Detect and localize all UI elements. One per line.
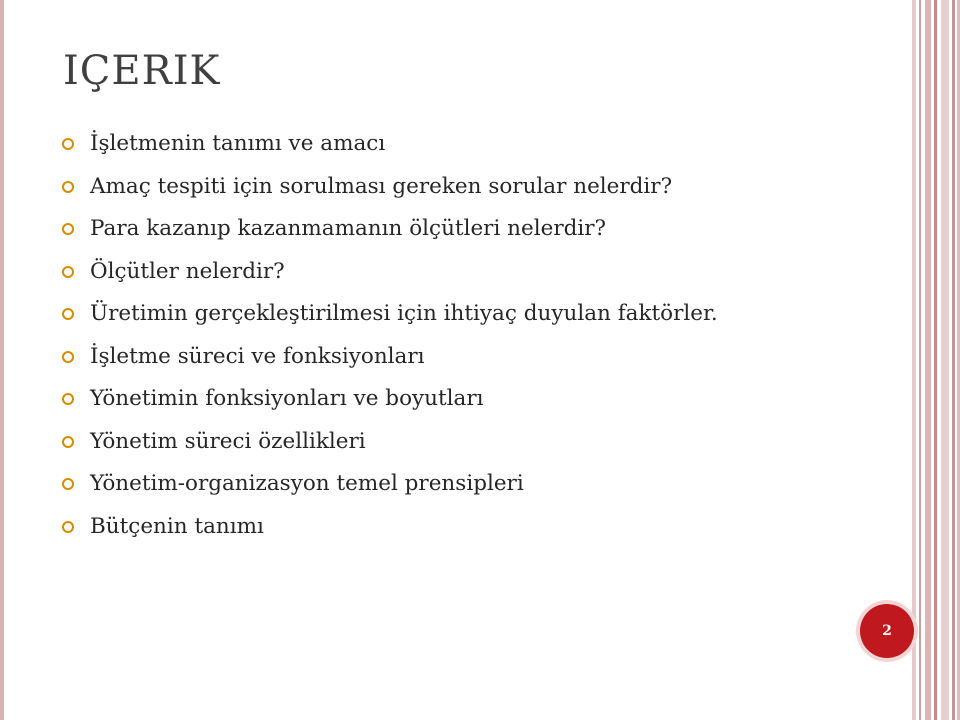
- bullet-text: İşletmenin tanımı ve amacı: [90, 131, 386, 156]
- bullet-text: Para kazanıp kazanmamanın ölçütleri nelerdir?: [90, 216, 607, 241]
- bullet-item: [62, 298, 862, 329]
- stripe: [925, 0, 931, 720]
- bullet-item: [62, 256, 862, 287]
- bullet-text: Bütçenin tanımı: [90, 513, 264, 539]
- bullet-item: [62, 383, 862, 414]
- bullet-text: Yönetimin fonksiyonları ve boyutları: [90, 386, 484, 411]
- bullet-text: İşletme süreci ve fonksiyonları: [90, 343, 425, 369]
- bullet-item: [62, 341, 862, 372]
- bullet-item: [62, 171, 862, 202]
- stripe: [952, 0, 955, 720]
- stripe: [934, 0, 937, 720]
- stripe: [912, 0, 916, 720]
- bullet-item: [62, 213, 862, 244]
- circle-bullet-icon: [62, 308, 74, 320]
- circle-bullet-icon: [62, 181, 74, 193]
- circle-bullet-icon: [62, 521, 74, 533]
- circle-bullet-icon: [62, 436, 74, 448]
- bullet-text: Yönetim süreci özellikleri: [90, 428, 366, 454]
- circle-bullet-icon: [62, 393, 74, 405]
- circle-bullet-icon: [62, 266, 74, 278]
- page-number-badge: 2: [860, 604, 914, 658]
- stripe: [919, 0, 921, 720]
- bullet-item: [62, 468, 862, 499]
- circle-bullet-icon: [62, 138, 74, 150]
- bullet-text: Yönetim-organizasyon temel prensipleri: [90, 471, 524, 496]
- slide-title: IÇERIK: [63, 48, 221, 94]
- circle-bullet-icon: [62, 351, 74, 363]
- bullet-text: Ölçütler nelerdir?: [90, 258, 285, 284]
- bullet-list: [62, 128, 862, 553]
- bullet-text: Üretimin gerçekleştirilmesi için ihtiyaç duyulan faktörler.: [90, 301, 718, 326]
- decorative-stripes: [912, 0, 960, 720]
- stripe: [941, 0, 949, 720]
- bullet-item: [62, 511, 862, 542]
- left-border: [0, 0, 4, 720]
- bullet-text: Amaç tespiti için sorulması gereken sorular nelerdir?: [90, 173, 673, 199]
- circle-bullet-icon: [62, 478, 74, 490]
- bullet-item: [62, 128, 862, 159]
- circle-bullet-icon: [62, 223, 74, 235]
- bullet-item: [62, 426, 862, 457]
